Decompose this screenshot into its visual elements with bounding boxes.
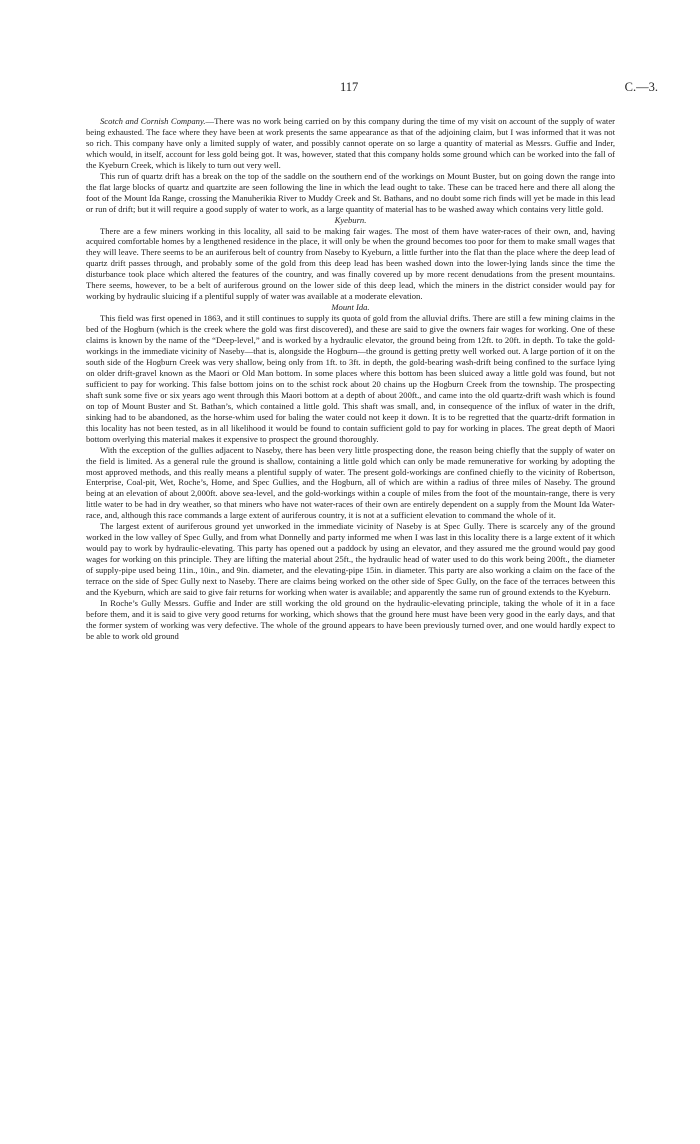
document-code: C.—3. — [624, 80, 658, 94]
paragraph-roches-gully: In Roche’s Gully Messrs. Guffie and Inder are still working the old ground on the hydraulic-elevating principle, taking the whole of it in a face before them, and it is said to give very good returns for working, which shows that the ground here must have been very good in the early days, and that the former system of working was very defective. The whole of the ground appears to have been previously turned over, and one would hardly expect to be able to work old ground — [86, 597, 615, 641]
paragraph-kyeburn: There are a few miners working in this locality, all said to be making fair wages. The most of them have water-races of their own, and, having acquired comfortable homes by a lengthened residence in the place, it will only be when the ground becomes too poor for them to make small wages that they will leave. There seems to be an auriferous belt of country from Naseby to Kyeburn, a little further into the flat than the place where the deep lead of quartz drift passes through, and probably some of the gold from this deep lead has been washed down into the lower-lying lands since the time the disturbance took place which altered the features of the country, and was finally covered up by more recent denudations from the present mountains. There seems, however, to be a belt of auriferous ground on the lower side of this deep lead, which the miners in the district consider would pay for working by hydraulic sluicing if a plentiful supply of water was available at a moderate elevation. — [86, 225, 615, 302]
paragraph-spec-gully: The largest extent of auriferous ground yet unworked in the immediate vicinity of Naseby is at Spec Gully. There is scarcely any of the ground worked in the low valley of Spec Gully, and from what Donnelly and party informed me when I was last in this locality there is a large extent of it which would pay to work by hydraulic-elevating. This party has opened out a paddock by using an elevator, and they assured me the ground would pay good wages for working on this principle. They are lifting the material about 25ft., the hydraulic head of water used to do this work being 200ft., the diameter of supply-pipe used being 11in., 10in., and 9in. diameter, and the elevating-pipe 15in. in diameter. This party are also working a claim on the face of the terrace on the side of Spec Gully next to Naseby. There are claims being worked on the other side of Spec Gully, on the face of the terraces between this and the Kyeburn, which are said to give fair returns for working when water is available; and apparently the same run of ground extends to the Kyeburn. — [86, 521, 615, 597]
paragraph-mount-ida-history: This field was first opened in 1863, and it still continues to supply its quota of gold from the alluvial drifts. There are still a few mining claims in the bed of the Hogburn (which is the creek where the gold was first discovered), and these are said to give the owners fair wages for working. One of these claims is known by the name of the “Deep-level,” and is worked by a hydraulic elevator, the ground being from 12ft. to 20ft. in depth. To take the gold-workings in the immediate vicinity of Naseby—that is, alongside the Hogburn—the ground is getting pretty well worked out. A large portion of it on the south side of the Hogburn Creek was very shallow, being only from 1ft. to 3ft. in depth, the gold-bearing wash-drift being confined to the surface lying on older drift-gravel known as the Maori or Old Man bottom. In some places where this bottom has been sluiced away a little gold was found, but not sufficient to pay for working. This false bottom joins on to the schist rock about 20 chains up the Hogburn Creek from the township. The prospecting shaft sunk some five or six years ago went through this Maori bottom at a depth of about 200ft., and came into the old quartz-drift wash which is found on top of Mount Buster and St. Bathan’s, which contained a little gold. This shaft was small, and, in consequence of the influx of water in the drift, sinking had to be abandoned, as the horse-whim used for baling the water could not keep it down. It is to be regretted that the quartz-drift formation in this locality has not been tested, as in all likelihood it would be found to contain sufficient gold to pay for working in places. The great depth of Maori bottom overlying this material makes it expensive to prospect the ground thoroughly. — [86, 313, 615, 444]
paragraph-scotch-cornish — [86, 116, 615, 171]
paragraph-prospecting: With the exception of the gullies adjacent to Naseby, there has been very little prospecting done, the reason being chiefly that the supply of water on the field is limited. As a general rule the ground is shallow, containing a little gold which can only be made remunerative for working by adopting the most approved methods, and this really means a plentiful supply of water. The present gold-workings are confined chiefly to the vicinity of Robertson, Enterprise, Coal-pit, Wet, Roche’s, Home, and Spec Gullies, and the Hogburn, all of which are within a radius of three miles of Naseby. The ground being at an elevation of about 2,000ft. above sea-level, and the gold-workings within a couple of miles from the foot of the mountain-range, there is very little water to be had in dry weather, so that miners who have not water-races of their own are entirely dependent on a supply from the Mount Ida Water-race, and, although this race commands a large extent of auriferous country, it is not at a sufficient elevation to command the whole of it. — [86, 444, 615, 521]
paragraph-text: —There was no work being carried on by this company during the time of my visit on account of the supply of water being exhausted. The face where they have been at work presents the same appearance as that of the adjoining claim, but I was informed that it was not so rich. This company have only a limited supply of water, and possibly cannot operate on so large a quantity of material as Messrs. Guffie and Inder, which would, in itself, account for less gold being got. It was, however, stated that this company holds some ground which can be worked into the fall of the Kyeburn Creek, which is likely to turn out very well. — [86, 116, 615, 170]
lead-title-scotch-cornish: Scotch and Cornish Company. — [100, 116, 206, 126]
page-header — [0, 80, 700, 100]
section-heading-kyeburn: Kyeburn. — [334, 214, 367, 225]
document-body — [86, 116, 615, 642]
section-heading-mount-ida: Mount Ida. — [331, 302, 370, 313]
paragraph-quartz-drift: This run of quartz drift has a break on the top of the saddle on the southern end of the workings on Mount Buster, but on going down the range into the flat large blocks of quartz and quartzite are seen following the line in which the lead ought to take. These can be traced here and there all along the foot of the Mount Ida Range, crossing the Manuherikia River to Muddy Creek and St. Bathans, and no doubt some rich finds will yet be made in this lead or run of drift; but it will require a good supply of water to work, as a large quantity of material has to be washed away which contains very little gold. — [86, 170, 615, 214]
page-number: 117 — [340, 80, 359, 94]
